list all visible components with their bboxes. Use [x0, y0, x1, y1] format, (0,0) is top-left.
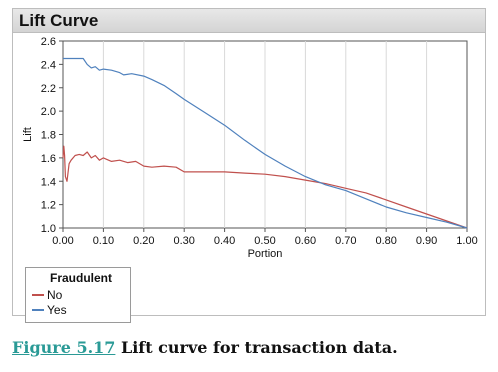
lift-curve-panel [12, 8, 486, 316]
x-tick-label: 0.20 [133, 235, 155, 247]
y-tick-label: 2.0 [40, 106, 56, 119]
figure-link[interactable]: Figure 5.17 [12, 338, 116, 357]
x-tick-label: 0.70 [335, 235, 357, 247]
y-tick-label: 2.6 [40, 36, 56, 48]
legend [25, 267, 131, 323]
x-tick-label: 0.80 [375, 235, 397, 247]
x-tick-label: 0.40 [213, 235, 236, 247]
y-axis-label: Lift [22, 127, 34, 142]
lift-chart [13, 33, 485, 263]
legend-label-yes: Yes [47, 303, 67, 317]
y-tick-label: 1.2 [40, 199, 56, 212]
x-tick-label: 0.30 [173, 235, 195, 247]
x-tick-label: 0.10 [92, 235, 115, 247]
y-tick-label: 1.6 [40, 152, 56, 165]
figure-caption [12, 338, 398, 357]
x-axis-label: Portion [247, 248, 283, 260]
y-tick-label: 2.4 [40, 59, 56, 72]
caption-text: Lift curve for transaction data. [115, 338, 398, 357]
x-tick-label: 1.00 [456, 235, 478, 247]
panel-title: Lift Curve [19, 11, 99, 30]
legend-label-no: No [47, 288, 63, 302]
legend-item-yes [32, 303, 67, 317]
panel-header [13, 9, 485, 33]
y-tick-label: 2.2 [40, 82, 56, 95]
legend-swatch-no [32, 294, 44, 296]
y-tick-label: 1.4 [40, 176, 56, 189]
legend-item-no [32, 288, 62, 302]
y-tick-label: 1.8 [40, 129, 56, 142]
x-tick-label: 0.50 [254, 235, 276, 247]
x-tick-label: 0.60 [294, 235, 317, 247]
x-tick-label: 0.90 [415, 235, 438, 247]
x-tick-label: 0.00 [52, 235, 74, 247]
legend-title: Fraudulent [50, 271, 112, 285]
y-tick-label: 1.0 [40, 223, 56, 235]
legend-swatch-yes [32, 309, 44, 311]
